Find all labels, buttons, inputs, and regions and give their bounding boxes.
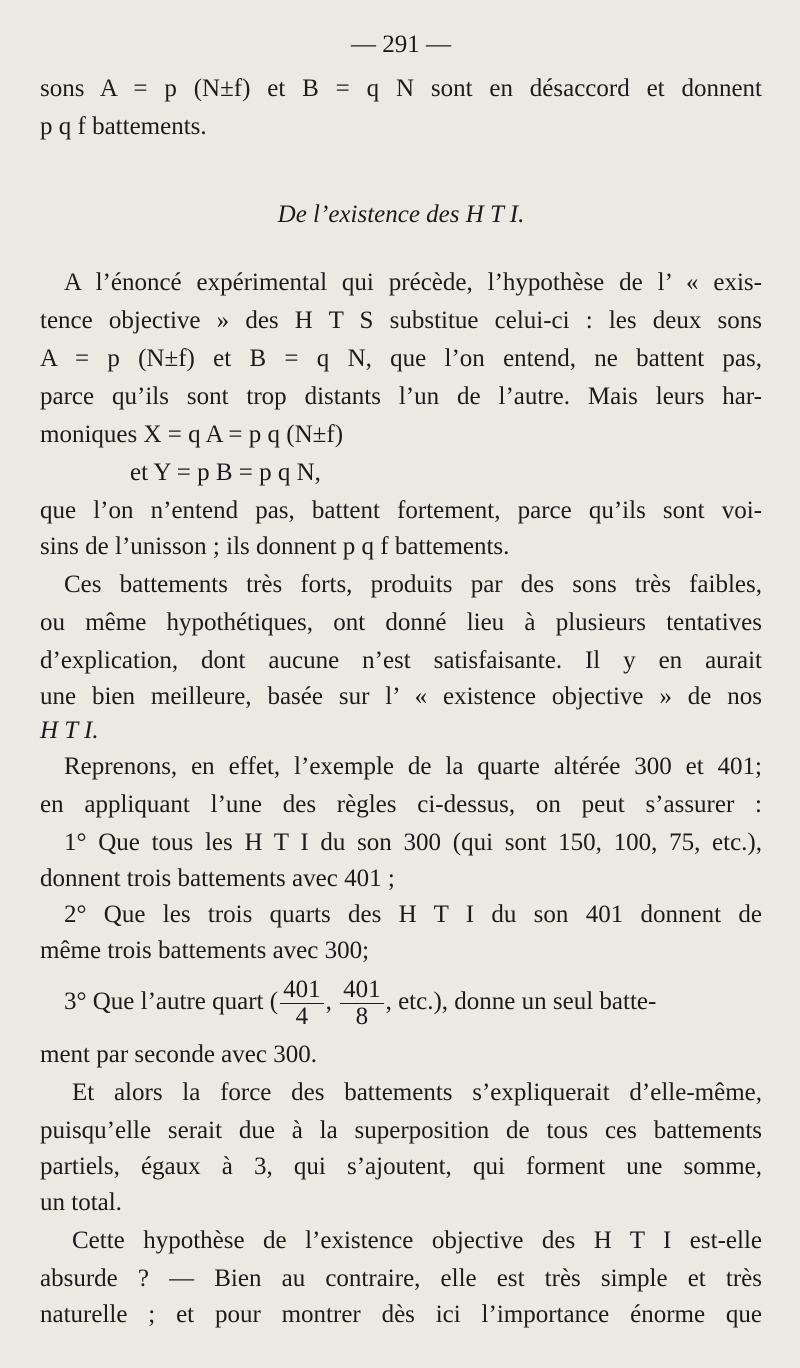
text-line: moniques X = q A = p q (N±f) bbox=[40, 421, 344, 448]
text-line: H T I. bbox=[40, 717, 99, 744]
text-fragment: 3° Que l’autre quart ( bbox=[64, 988, 279, 1015]
text-line: ou même hypothétiques, ont donné lieu à plusieurs tentatives bbox=[40, 609, 762, 636]
text-line: ment par seconde avec 300. bbox=[40, 1041, 317, 1068]
fraction bbox=[280, 977, 324, 1030]
text-line: que l’on n’entend pas, battent fortement, parce qu’ils sont voi- bbox=[40, 497, 762, 524]
fraction-denominator: 8 bbox=[355, 1002, 369, 1030]
text-line: Cette hypothèse de l’existence objective des H T I est-elle bbox=[72, 1227, 762, 1254]
text-line: un total. bbox=[40, 1189, 122, 1216]
text-line: 1° Que tous les H T I du son 300 (qui sont 150, 100, 75, etc.), bbox=[64, 829, 762, 856]
text-line: A = p (N±f) et B = q N, que l’on entend, ne battent pas, bbox=[40, 345, 762, 372]
text-line: tence objective » des H T S substitue celui-ci : les deux sons bbox=[40, 307, 762, 334]
text-fragment: , etc.), donne un seul batte- bbox=[385, 988, 657, 1015]
fraction-numerator: 401 bbox=[340, 977, 384, 1004]
text-line-with-fractions: 3° Que l’autre quart ( $\frac{401}{4}$ , $\frac{401}{8}$ , etc.), donne un seul batte- bbox=[64, 975, 657, 1030]
text-line: d’explication, dont aucune n’est satisfaisante. Il y en aurait bbox=[40, 647, 762, 674]
page-number: — 291 — bbox=[351, 31, 451, 58]
section-heading: De l’existence des H T I. bbox=[277, 201, 525, 228]
text-line: sins de l’unisson ; ils donnent p q f battements. bbox=[40, 533, 510, 560]
text-line: p q f battements. bbox=[40, 113, 207, 140]
text-line: sons A = p (N±f) et B = q N sont en désaccord et donnent bbox=[40, 75, 762, 102]
text-line: Reprenons, en effet, l’exemple de la quarte altérée 300 et 401; bbox=[64, 753, 762, 780]
fraction-denominator: 4 bbox=[295, 1002, 309, 1030]
text-line: naturelle ; et pour montrer dès ici l’importance énorme que bbox=[40, 1301, 762, 1328]
fraction-numerator: 401 bbox=[280, 977, 324, 1004]
text-line: donnent trois battements avec 401 ; bbox=[40, 865, 395, 892]
text-line: une bien meilleure, basée sur l’ « existence objective » de nos bbox=[40, 683, 762, 710]
text-line: parce qu’ils sont trop distants l’un de l’autre. Mais leurs har- bbox=[40, 383, 762, 410]
text-line: en appliquant l’une des règles ci-dessus, on peut s’assurer : bbox=[40, 791, 762, 818]
text-line: et Y = p B = p q N, bbox=[130, 459, 321, 486]
text-line: Ces battements très forts, produits par des sons très faibles, bbox=[64, 571, 762, 598]
text-line: absurde ? — Bien au contraire, elle est très simple et très bbox=[40, 1265, 762, 1292]
text-line: puisqu’elle serait due à la superposition de tous ces battements bbox=[40, 1117, 762, 1144]
text-line: 2° Que les trois quarts des H T I du son 401 donnent de bbox=[64, 901, 762, 928]
text-line: même trois battements avec 300; bbox=[40, 937, 370, 964]
text-line: A l’énoncé expérimental qui précède, l’hypothèse de l’ « exis- bbox=[64, 269, 762, 296]
fraction bbox=[340, 977, 384, 1030]
text-line: partiels, égaux à 3, qui s’ajoutent, qui forment une somme, bbox=[40, 1153, 762, 1180]
text-line: Et alors la force des battements s’expliquerait d’elle-même, bbox=[72, 1079, 762, 1106]
